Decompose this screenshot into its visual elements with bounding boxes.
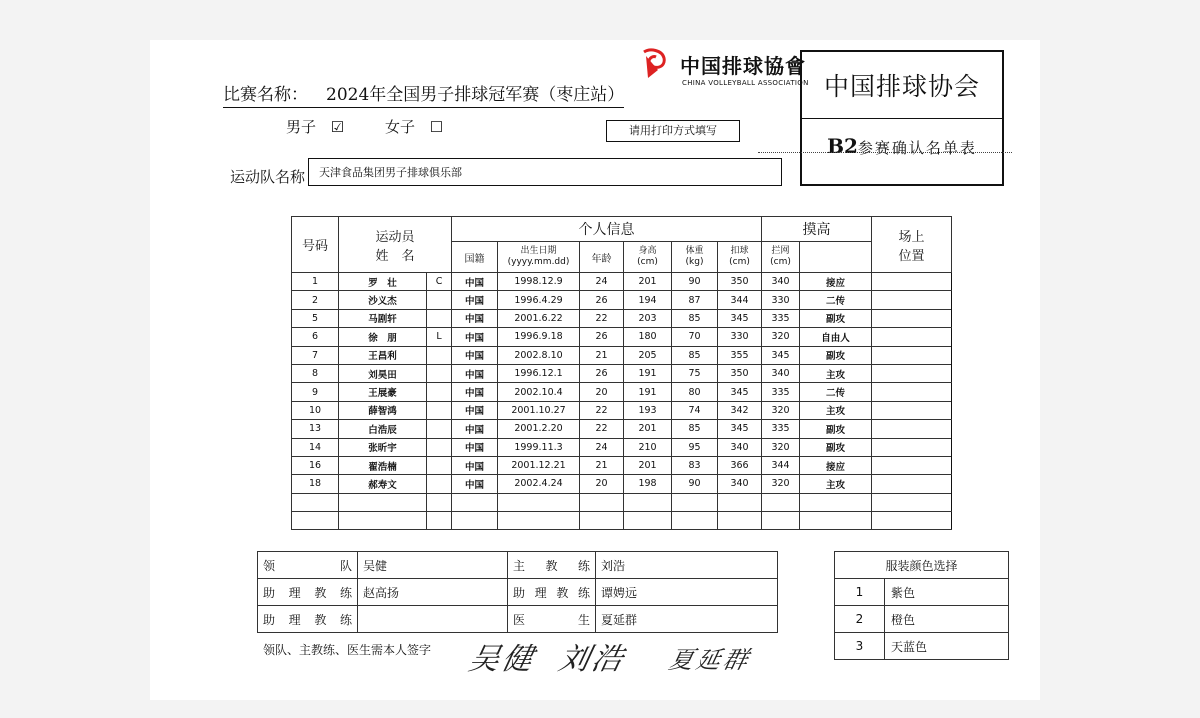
roster-cell-age: 21 — [580, 456, 624, 474]
roster-cell-name: 郝寿文 — [339, 475, 427, 493]
empty-cell — [427, 512, 452, 530]
header-weight — [672, 242, 718, 273]
doctor-label: 医生 — [508, 606, 596, 633]
roster-cell-role — [427, 475, 452, 493]
registration-form-page — [150, 40, 1040, 700]
form-title — [802, 134, 1002, 158]
roster-cell-remark — [872, 420, 952, 438]
roster-cell-age: 22 — [580, 309, 624, 327]
roster-cell-age: 22 — [580, 401, 624, 419]
assistant-coach-name[interactable]: 谭娉远 — [596, 579, 778, 606]
roster-cell-nat: 中国 — [452, 438, 498, 456]
roster-cell-weight: 74 — [672, 401, 718, 419]
roster-cell-weight: 85 — [672, 420, 718, 438]
roster-cell-no: 16 — [292, 456, 339, 474]
logo-chinese-text: 中国排球協會 — [680, 54, 806, 78]
roster-cell-position: 自由人 — [800, 328, 872, 346]
empty-cell — [672, 512, 718, 530]
roster-cell-height: 205 — [624, 346, 672, 364]
roster-cell-height: 198 — [624, 475, 672, 493]
roster-cell-block: 340 — [762, 364, 800, 382]
header-height-line1: 身高 — [638, 246, 657, 256]
color-option-name: 橙色 — [885, 606, 1009, 633]
roster-cell-remark — [872, 401, 952, 419]
header-personal-info: 个人信息 — [452, 217, 762, 242]
roster-cell-name: 翟浩楠 — [339, 456, 427, 474]
association-title: 中国排球协会 — [823, 72, 980, 101]
color-option-number: 1 — [835, 579, 885, 606]
roster-cell-position: 副攻 — [800, 420, 872, 438]
team-label: 运动队名称 — [230, 168, 306, 186]
empty-cell — [872, 512, 952, 530]
roster-cell-no: 13 — [292, 420, 339, 438]
empty-cell — [498, 493, 580, 511]
roster-cell-role: C — [427, 273, 452, 291]
roster-cell-spike: 355 — [718, 346, 762, 364]
header-reach: 摸高 — [762, 217, 872, 242]
table-row — [292, 364, 952, 382]
roster-cell-weight: 70 — [672, 328, 718, 346]
roster-cell-age: 20 — [580, 475, 624, 493]
empty-cell — [580, 493, 624, 511]
roster-cell-block: 335 — [762, 309, 800, 327]
roster-cell-spike: 330 — [718, 328, 762, 346]
staff-table — [257, 551, 778, 633]
roster-cell-spike: 344 — [718, 291, 762, 309]
roster-cell-position: 接应 — [800, 456, 872, 474]
empty-cell — [672, 493, 718, 511]
roster-cell-name: 张昕宇 — [339, 438, 427, 456]
roster-cell-role — [427, 383, 452, 401]
roster-cell-block: 345 — [762, 346, 800, 364]
roster-cell-no: 9 — [292, 383, 339, 401]
roster-cell-weight: 87 — [672, 291, 718, 309]
assistant-coach-name[interactable]: 赵高扬 — [358, 579, 508, 606]
roster-cell-no: 8 — [292, 364, 339, 382]
color-option-name: 紫色 — [885, 579, 1009, 606]
table-row — [292, 456, 952, 474]
empty-cell — [580, 512, 624, 530]
roster-cell-no: 14 — [292, 438, 339, 456]
signature-head-coach: 刘浩 — [555, 642, 629, 677]
roster-cell-age: 24 — [580, 438, 624, 456]
roster-cell-nat: 中国 — [452, 420, 498, 438]
header-spike-line1: 扣球 — [730, 246, 749, 256]
roster-cell-name: 罗 壮 — [339, 273, 427, 291]
empty-cell — [339, 493, 427, 511]
roster-cell-no: 5 — [292, 309, 339, 327]
association-header-box — [800, 50, 1004, 186]
roster-cell-block: 335 — [762, 420, 800, 438]
leader-name[interactable]: 吴健 — [358, 552, 508, 579]
table-row — [292, 475, 952, 493]
table-row — [292, 383, 952, 401]
roster-cell-nat: 中国 — [452, 309, 498, 327]
roster-body — [292, 273, 952, 530]
roster-cell-spike: 345 — [718, 383, 762, 401]
table-row — [292, 273, 952, 291]
header-spike-line2: (cm) — [729, 257, 750, 267]
roster-cell-nat: 中国 — [452, 401, 498, 419]
table-row — [292, 346, 952, 364]
roster-cell-birth: 1996.4.29 — [498, 291, 580, 309]
roster-cell-birth: 1996.9.18 — [498, 328, 580, 346]
table-row — [292, 328, 952, 346]
header-nationality: 国籍 — [452, 242, 498, 273]
roster-cell-birth: 2001.2.20 — [498, 420, 580, 438]
roster-cell-nat: 中国 — [452, 456, 498, 474]
head-coach-label: 主教练 — [508, 552, 596, 579]
roster-cell-height: 193 — [624, 401, 672, 419]
roster-cell-position: 主攻 — [800, 475, 872, 493]
empty-cell — [624, 512, 672, 530]
header-block-line2: (cm) — [770, 257, 791, 267]
header-birth-line2: (yyyy.mm.dd) — [507, 257, 570, 267]
roster-cell-position: 副攻 — [800, 438, 872, 456]
roster-cell-block: 320 — [762, 475, 800, 493]
empty-cell — [452, 493, 498, 511]
roster-cell-nat: 中国 — [452, 364, 498, 382]
roster-cell-remark — [872, 438, 952, 456]
roster-cell-remark — [872, 456, 952, 474]
header-age: 年龄 — [580, 242, 624, 273]
roster-cell-no: 2 — [292, 291, 339, 309]
table-row — [292, 401, 952, 419]
roster-cell-name: 马剧轩 — [339, 309, 427, 327]
empty-cell — [339, 512, 427, 530]
roster-cell-name: 徐 朋 — [339, 328, 427, 346]
roster-cell-spike: 342 — [718, 401, 762, 419]
roster-cell-role — [427, 364, 452, 382]
roster-cell-role — [427, 346, 452, 364]
empty-cell — [624, 493, 672, 511]
male-label: 男子 — [286, 118, 317, 136]
empty-cell — [498, 512, 580, 530]
roster-cell-height: 201 — [624, 420, 672, 438]
roster-cell-position: 二传 — [800, 383, 872, 401]
roster-cell-no: 7 — [292, 346, 339, 364]
roster-cell-remark — [872, 273, 952, 291]
roster-cell-birth: 2002.8.10 — [498, 346, 580, 364]
empty-cell — [762, 493, 800, 511]
match-name: 2024年全国男子排球冠军赛（枣庄站） — [326, 85, 625, 105]
roster-cell-weight: 85 — [672, 346, 718, 364]
roster-cell-nat: 中国 — [452, 291, 498, 309]
header-block-line1: 拦网 — [771, 246, 790, 256]
roster-cell-birth: 2001.6.22 — [498, 309, 580, 327]
empty-cell — [292, 512, 339, 530]
roster-cell-position: 主攻 — [800, 401, 872, 419]
empty-cell — [718, 493, 762, 511]
table-row — [292, 420, 952, 438]
roster-cell-spike: 350 — [718, 273, 762, 291]
roster-cell-weight: 80 — [672, 383, 718, 401]
empty-cell — [800, 512, 872, 530]
roster-cell-role — [427, 456, 452, 474]
roster-cell-no: 18 — [292, 475, 339, 493]
roster-cell-role — [427, 291, 452, 309]
roster-cell-role: L — [427, 328, 452, 346]
roster-cell-birth: 2001.12.21 — [498, 456, 580, 474]
roster-cell-no: 6 — [292, 328, 339, 346]
color-option-row — [835, 606, 1009, 633]
roster-cell-no: 1 — [292, 273, 339, 291]
assistant-coach-label: 助理教练 — [258, 579, 358, 606]
roster-cell-role — [427, 309, 452, 327]
table-row — [292, 291, 952, 309]
color-option-number: 3 — [835, 633, 885, 660]
roster-cell-remark — [872, 346, 952, 364]
roster-cell-block: 320 — [762, 401, 800, 419]
head-coach-name[interactable]: 刘浩 — [596, 552, 778, 579]
roster-cell-age: 26 — [580, 364, 624, 382]
roster-cell-name: 薛智鸿 — [339, 401, 427, 419]
roster-cell-spike: 345 — [718, 309, 762, 327]
roster-cell-age: 26 — [580, 328, 624, 346]
volleyball-association-logo-icon — [640, 48, 666, 82]
roster-cell-height: 191 — [624, 364, 672, 382]
roster-cell-age: 26 — [580, 291, 624, 309]
roster-cell-block: 320 — [762, 438, 800, 456]
empty-cell — [872, 493, 952, 511]
empty-cell — [800, 493, 872, 511]
color-option-number: 2 — [835, 606, 885, 633]
empty-row — [292, 493, 952, 511]
roster-cell-role — [427, 438, 452, 456]
signature-leader: 吴健 — [465, 642, 539, 677]
color-option-row — [835, 579, 1009, 606]
roster-cell-position: 接应 — [800, 273, 872, 291]
roster-cell-age: 24 — [580, 273, 624, 291]
association-divider — [802, 118, 1002, 119]
leader-label: 领队 — [258, 552, 358, 579]
roster-cell-height: 191 — [624, 383, 672, 401]
roster-cell-height: 203 — [624, 309, 672, 327]
roster-cell-age: 22 — [580, 420, 624, 438]
roster-cell-remark — [872, 383, 952, 401]
roster-cell-weight: 90 — [672, 475, 718, 493]
roster-cell-name: 王昌利 — [339, 346, 427, 364]
roster-cell-remark — [872, 328, 952, 346]
male-checkbox-icon[interactable]: ☑ — [330, 118, 345, 136]
roster-cell-spike: 340 — [718, 438, 762, 456]
roster-cell-position: 二传 — [800, 291, 872, 309]
male-option[interactable] — [286, 116, 344, 137]
empty-cell — [762, 512, 800, 530]
roster-cell-remark — [872, 475, 952, 493]
header-number: 号码 — [292, 217, 339, 273]
logo-english-text: CHINA VOLLEYBALL ASSOCIATION — [682, 79, 809, 87]
uniform-color-table — [834, 551, 1009, 660]
print-instruction: 请用打印方式填写 — [606, 120, 740, 142]
roster-cell-block: 330 — [762, 291, 800, 309]
roster-cell-height: 201 — [624, 456, 672, 474]
roster-cell-nat: 中国 — [452, 346, 498, 364]
roster-cell-name: 王展豪 — [339, 383, 427, 401]
roster-cell-remark — [872, 364, 952, 382]
roster-cell-name: 沙义杰 — [339, 291, 427, 309]
roster-table — [291, 216, 952, 530]
header-birth — [498, 242, 580, 273]
roster-cell-birth: 2002.10.4 — [498, 383, 580, 401]
roster-cell-spike: 350 — [718, 364, 762, 382]
roster-cell-age: 20 — [580, 383, 624, 401]
female-label: 女子 — [385, 118, 416, 136]
header-position-line1: 场上 — [898, 229, 925, 245]
assistant-coach-label: 助理教练 — [508, 579, 596, 606]
roster-cell-spike: 340 — [718, 475, 762, 493]
header-height-line2: (cm) — [637, 257, 658, 267]
roster-cell-birth: 1998.12.9 — [498, 273, 580, 291]
table-row — [292, 438, 952, 456]
roster-cell-role — [427, 420, 452, 438]
signature-doctor: 夏延群 — [666, 646, 754, 674]
uniform-color-options — [835, 579, 1009, 660]
roster-cell-nat: 中国 — [452, 328, 498, 346]
assistant-coach-name[interactable] — [358, 606, 508, 633]
roster-cell-spike: 345 — [718, 420, 762, 438]
empty-cell — [452, 512, 498, 530]
roster-cell-position: 副攻 — [800, 309, 872, 327]
roster-cell-name: 白浩辰 — [339, 420, 427, 438]
header-athlete — [339, 217, 452, 273]
roster-cell-height: 180 — [624, 328, 672, 346]
roster-cell-weight: 90 — [672, 273, 718, 291]
roster-cell-height: 210 — [624, 438, 672, 456]
header-block — [762, 242, 800, 273]
roster-cell-position: 主攻 — [800, 364, 872, 382]
form-code: B2 — [827, 134, 858, 158]
match-label: 比赛名称： — [223, 85, 308, 105]
roster-cell-remark — [872, 291, 952, 309]
match-title — [223, 80, 624, 108]
empty-cell — [292, 493, 339, 511]
empty-cell — [718, 512, 762, 530]
header-position — [872, 217, 952, 273]
color-option-name: 天蓝色 — [885, 633, 1009, 660]
team-name-field[interactable]: 天津食品集团男子排球俱乐部 — [308, 158, 782, 186]
table-row — [292, 309, 952, 327]
doctor-name[interactable]: 夏延群 — [596, 606, 778, 633]
roster-cell-birth: 1996.12.1 — [498, 364, 580, 382]
female-checkbox-icon[interactable]: ☐ — [429, 118, 444, 136]
roster-cell-age: 21 — [580, 346, 624, 364]
roster-cell-block: 344 — [762, 456, 800, 474]
female-option[interactable] — [385, 116, 443, 137]
header-weight-line2: (kg) — [685, 257, 704, 267]
roster-cell-weight: 83 — [672, 456, 718, 474]
roster-cell-block: 340 — [762, 273, 800, 291]
uniform-color-title: 服装颜色选择 — [835, 552, 1009, 579]
roster-cell-nat: 中国 — [452, 273, 498, 291]
header-birth-line1: 出生日期 — [520, 246, 557, 256]
roster-cell-name: 刘昊田 — [339, 364, 427, 382]
roster-cell-weight: 95 — [672, 438, 718, 456]
header-height — [624, 242, 672, 273]
assistant-coach-label: 助理教练 — [258, 606, 358, 633]
roster-cell-birth: 1999.11.3 — [498, 438, 580, 456]
dotted-divider — [758, 152, 1012, 153]
roster-cell-no: 10 — [292, 401, 339, 419]
header-position-line2: 位置 — [898, 248, 925, 264]
roster-cell-role — [427, 401, 452, 419]
roster-cell-nat: 中国 — [452, 475, 498, 493]
form-name: 参赛确认名单表 — [857, 139, 977, 157]
header-spike — [718, 242, 762, 273]
color-option-row — [835, 633, 1009, 660]
roster-cell-nat: 中国 — [452, 383, 498, 401]
roster-cell-height: 201 — [624, 273, 672, 291]
roster-cell-weight: 85 — [672, 309, 718, 327]
roster-cell-position: 副攻 — [800, 346, 872, 364]
roster-cell-birth: 2002.4.24 — [498, 475, 580, 493]
signature-note: 领队、主教练、医生需本人签字 — [263, 643, 432, 657]
roster-cell-height: 194 — [624, 291, 672, 309]
roster-cell-spike: 366 — [718, 456, 762, 474]
header-weight-line1: 体重 — [685, 246, 704, 256]
roster-cell-remark — [872, 309, 952, 327]
roster-cell-birth: 2001.10.27 — [498, 401, 580, 419]
empty-cell — [427, 493, 452, 511]
empty-row — [292, 512, 952, 530]
roster-cell-block: 335 — [762, 383, 800, 401]
roster-cell-block: 320 — [762, 328, 800, 346]
roster-cell-weight: 75 — [672, 364, 718, 382]
header-athlete-line1: 运动员 — [375, 229, 415, 245]
header-athlete-line2: 姓 名 — [375, 248, 415, 264]
